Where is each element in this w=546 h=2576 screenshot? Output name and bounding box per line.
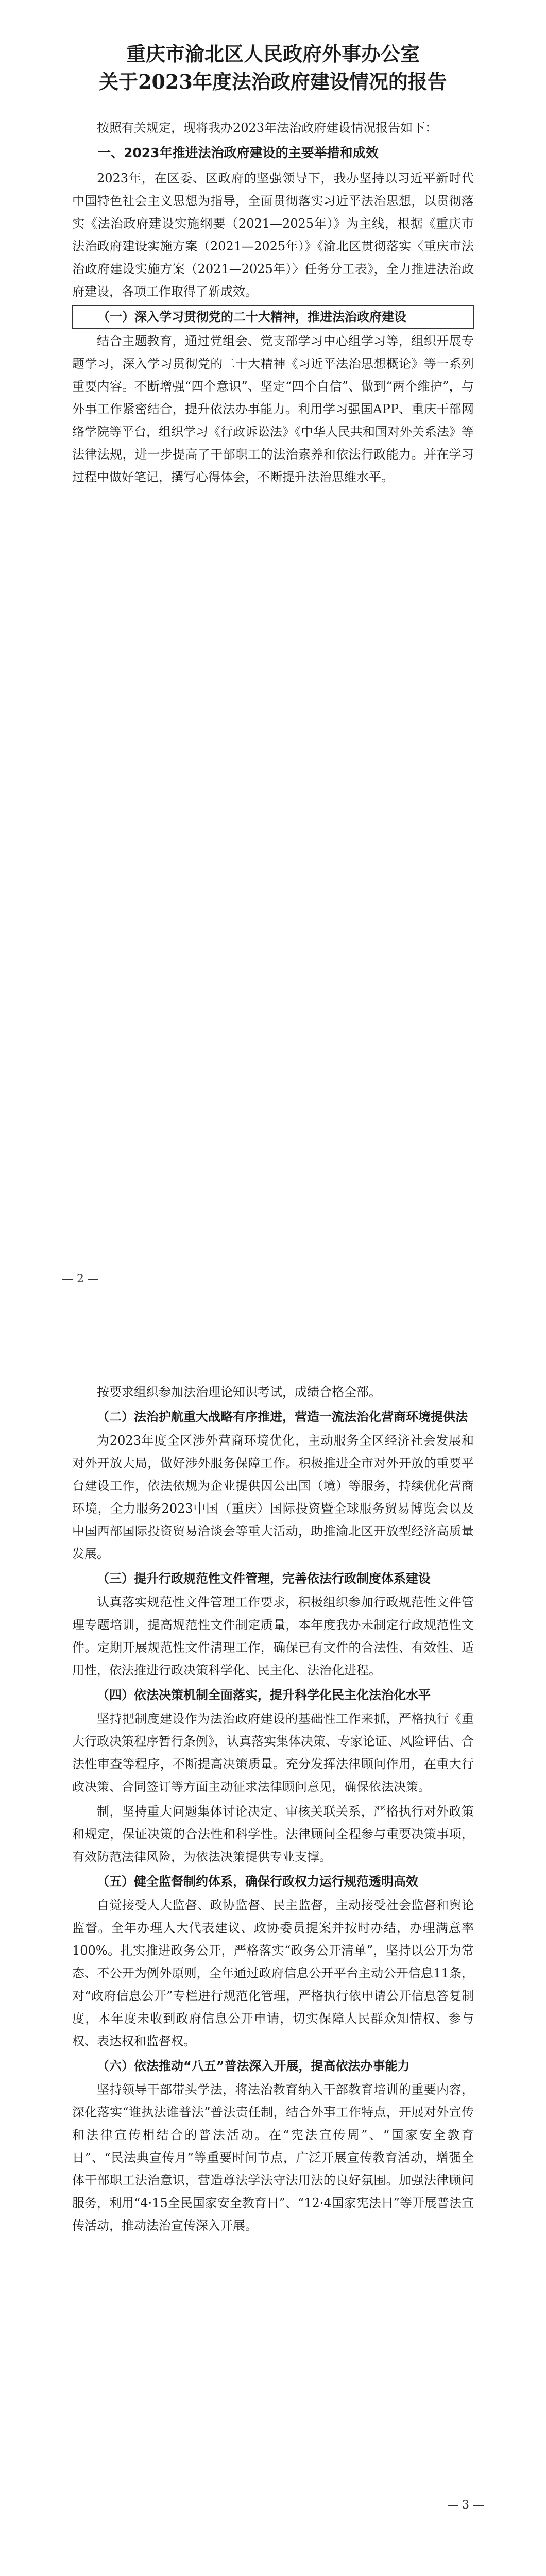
page-number: — 3 — — [447, 2499, 484, 2512]
section-1-1-paragraph-2: 按要求组织参加法治理论知识考试，成绩合格全部。 — [97, 1385, 381, 1399]
section-1-paragraph-1: 2023年，在区委、区政府的坚强领导下，我办坚持以习近平新时代中国特色社会主义思想为指导，全面贯彻落实习近平法治思想，以贯彻落实《法治政府建设实施纲要（2021—2025年）》为主线，根据《重庆市法治政府建设实施方案（2021—2025年）》《渝北区贯彻落实〈重庆市法治政府建设实施方案（2021—2025年）〉任务分工表》，全力推进法治政府建设，各项工作取得了新成效。 — [72, 171, 474, 299]
section-1-5-heading: （五）健全监督制约体系，确保行政权力运行规范透明高效 — [97, 1874, 418, 1889]
section-1-2-heading: （二）法治护航重大战略有序推进，营造一流法治化营商环境提供法 — [97, 1410, 468, 1424]
section-1-3-paragraph-1: 认真落实规范性文件管理工作要求，积极组织参加行政规范性文件管理专题培训，提高规范性文件制定质量，本年度我办未制定行政规范性文件。定期开展规范性文件清理工作，确保已有文件的合法性、有效性、适用性，依法推进行政决策科学化、民主化、法治化进程。 — [72, 1595, 474, 1677]
section-1-4-heading: （四）依法决策机制全面落实，提升科学化民主化法治化水平 — [97, 1688, 431, 1702]
document-page-2 — [0, 1350, 546, 2566]
section-1-5-paragraph-1: 自觉接受人大监督、政协监督、民主监督，主动接受社会监督和舆论监督。全年办理人大代表建议、政协委员提案并按时办结，办理满意率100%。扎实推进政务公开，严格落实“政务公开清单”，坚持以公开为常态、不公开为例外原则，全年通过政府信息公开平台主动公开信息11条，对“政府信息公开”专栏进行规范化管理，严格执行依申请公开信息答复制度，本年度未收到政府信息公开申请，切实保障人民群众知情权、参与权、表达权和监督权。 — [72, 1898, 474, 2048]
section-1-4-paragraph-1: 坚持把制度建设作为法治政府建设的基础性工作来抓，严格执行《重大行政决策程序暂行条例》，认真落实集体决策、专家论证、风险评估、合法性审查等程序，不断提高决策质量。充分发挥法律顾问作用，在重大行政决策、合同签订等方面主动征求法律顾问意见，确保依法决策。 — [72, 1711, 474, 1794]
intro-paragraph: 按照有关规定，现将我办2023年法治政府建设情况报告如下： — [97, 121, 438, 135]
section-1-6-paragraph-1: 坚持领导干部带头学法，将法治教育纳入干部教育培训的重要内容，深化落实“谁执法谁普法”普法责任制，结合外事工作特点，开展对外宣传和法律宣传相结合的普法活动。在“宪法宣传周”、“国家安全教育日”、“民法典宣传月”等重要时间节点，广泛开展宣传教育活动，增强全体干部职工法治意识，营造尊法学法守法用法的良好氛围。加强法律顾问服务，利用“4·15全民国家安全教育日”、“12·4国家宪法日”等开展普法宣传活动，推动法治宣传深入开展。 — [72, 2082, 474, 2233]
section-1-3-heading: （三）提升行政规范性文件管理，完善依法行政制度体系建设 — [97, 1571, 431, 1586]
document-title-line-1: 重庆市渝北区人民政府外事办公室 — [126, 42, 420, 65]
section-1-1-paragraph-1: 结合主题教育，通过党组会、党支部学习中心组学习等，组织开展专题学习，深入学习贯彻党的二十大精神《习近平法治思想概论》等一系列重要内容。不断增强“四个意识”、坚定“四个自信”、做到“两个维护”，与外事工作紧密结合，提升依法办事能力。利用学习强国APP、重庆干部网络学院等平台，组织学习《行政诉讼法》《中华人民共和国对外关系法》等法律法规，进一步提高了干部职工的法治素养和依法行政能力。并在学习过程中做好笔记，撰写心得体会，不断提升法治思维水平。 — [72, 334, 474, 484]
page-number: — 2 — — [62, 1273, 99, 1285]
section-1-2-paragraph-1: 为2023年度全区涉外营商环境优化，主动服务全区经济社会发展和对外开放大局，做好涉外服务保障工作。积极推进全市对外开放的重要平台建设工作，依法依规为企业提供因公出国（境）等服务，持续优化营商环境，全力服务2023中国（重庆）国际投资暨全球服务贸易博览会以及中国西部国际投资贸易洽谈会等重大活动，助推渝北区开放型经济高质量发展。 — [72, 1433, 474, 1561]
section-1-4-paragraph-2: 制，坚持重大问题集体讨论决定、审核关联关系，严格执行对外政策和规定，保证决策的合法性和科学性。法律顾问全程参与重要决策事项，有效防范法律风险，为依法决策提供专业支撑。 — [72, 1804, 474, 1864]
section-1-6-heading: （六）依法推动“八五”普法深入开展，提高依法办事能力 — [97, 2059, 410, 2073]
document-page-3 — [0, 2566, 546, 2576]
document-title-line-2: 关于2023年度法治政府建设情况的报告 — [99, 70, 447, 93]
section-1-1-heading: （一）深入学习贯彻党的二十大精神，推进法治政府建设 — [72, 305, 474, 329]
section-1-heading: 一、2023年推进法治政府建设的主要举措和成效 — [98, 145, 379, 160]
